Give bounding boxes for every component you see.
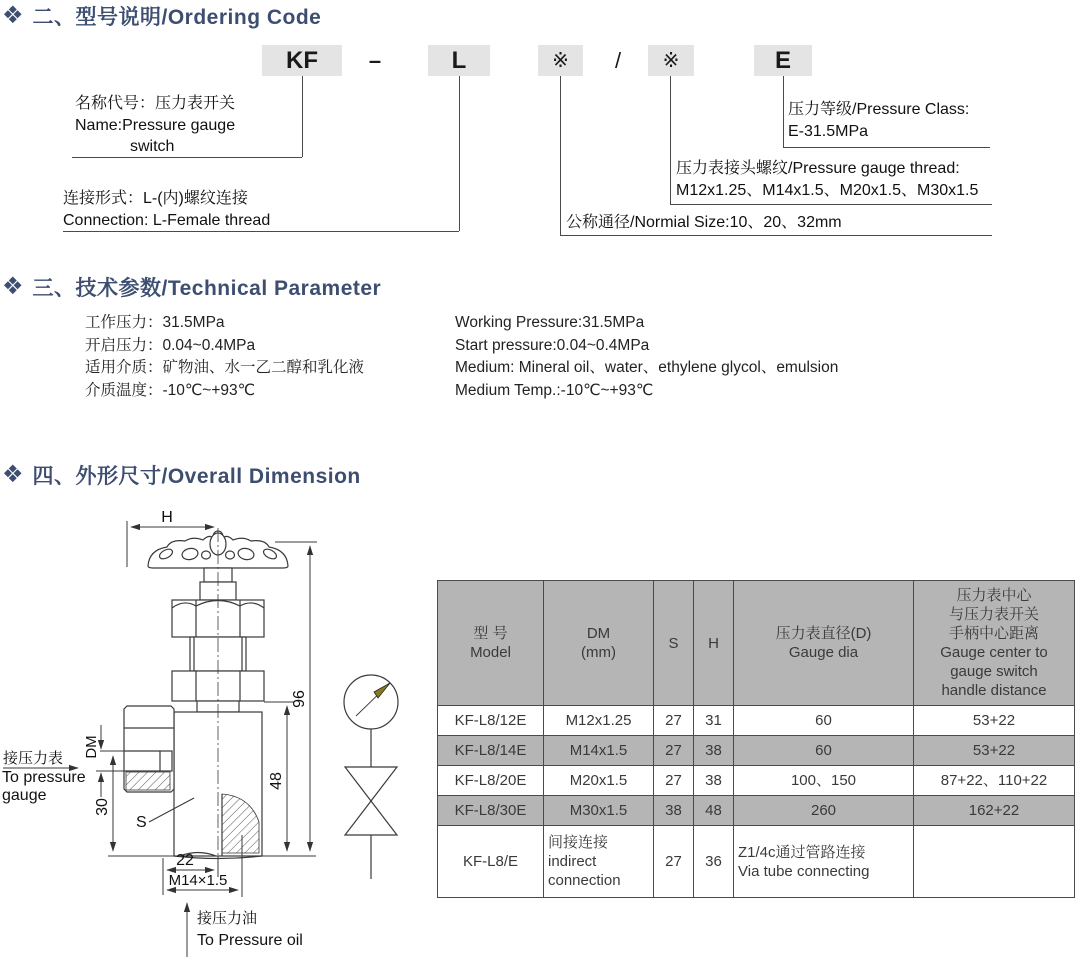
underline-connection	[63, 231, 459, 232]
gauge-needle	[374, 683, 390, 698]
dim-label-s: S	[136, 814, 147, 831]
table-cell: 53+22	[914, 736, 1075, 766]
table-cell: KF-L8/E	[438, 826, 544, 898]
dim-label-30: 30	[94, 798, 111, 816]
callout-pressure-class-val: E-31.5MPa	[788, 122, 869, 140]
callout-name-en2: switch	[130, 138, 175, 155]
underline-gauge-thread	[670, 204, 992, 205]
leader-line-thread	[670, 76, 671, 204]
table-cell: M14x1.5	[544, 736, 654, 766]
leader-line-l	[459, 76, 460, 231]
callout-nominal-size-zh: 公称通径/Normial Size:10、20、32mm	[566, 214, 842, 231]
table-cell: KF-L8/20E	[438, 766, 544, 796]
code-box-kf: KF	[262, 45, 342, 76]
dim-label-m14: M14×1.5	[168, 872, 228, 889]
code-separator-slash: /	[614, 47, 622, 73]
valve-symbol-lower	[345, 801, 397, 835]
dim-label-dm: DM	[83, 735, 100, 759]
spec-table-header-cell: DM (mm)	[544, 581, 654, 706]
callout-name-zh: 名称代号：压力表开关	[75, 95, 236, 112]
callout-connection-en: Connection: L-Female thread	[63, 211, 271, 229]
dim-label-22: 22	[176, 852, 194, 869]
table-cell	[914, 826, 1075, 898]
table-cell: 60	[734, 706, 914, 736]
table-cell: 27	[654, 826, 694, 898]
diamond-icon: ❖	[2, 2, 24, 29]
param-start-pressure-zh: 开启压力：0.04~0.4MPa	[85, 336, 256, 354]
table-row	[438, 736, 1075, 766]
callout-gauge-thread	[676, 158, 978, 201]
label-to-oil-zh: 接压力油	[197, 910, 258, 927]
callout-connection-zh: 连接形式：L-(内)螺纹连接	[63, 190, 248, 207]
spec-table	[437, 580, 1075, 898]
dim-label-48: 48	[268, 772, 285, 790]
table-cell: 48	[694, 796, 734, 826]
table-row	[438, 766, 1075, 796]
code-box-size: ※	[538, 45, 583, 76]
section-technical-header	[2, 272, 381, 302]
spec-table-header-cell: 压力表中心 与压力表开关 手柄中心距离 Gauge center to gauge switch handle distance	[914, 581, 1075, 706]
table-row	[438, 706, 1075, 736]
dim-label-h: H	[161, 509, 173, 526]
table-cell: 60	[734, 736, 914, 766]
valve-symbol-upper	[345, 767, 397, 801]
code-separator-dash: –	[368, 47, 382, 73]
table-cell: 87+22、110+22	[914, 766, 1075, 796]
table-cell: 27	[654, 706, 694, 736]
diamond-icon: ❖	[2, 461, 24, 488]
table-cell: M12x1.25	[544, 706, 654, 736]
callout-gauge-thread-val: M12x1.25、M14x1.5、M20x1.5、M30x1.5	[676, 181, 979, 199]
table-cell: 31	[694, 706, 734, 736]
table-cell: 间接连接 indirect connection	[544, 826, 654, 898]
table-cell: 27	[654, 766, 694, 796]
label-to-gauge-zh: 接压力表	[3, 750, 64, 767]
table-cell: 53+22	[914, 706, 1075, 736]
tech-params-zh	[85, 312, 364, 402]
spec-table-header-cell: S	[654, 581, 694, 706]
dim-label-96: 96	[291, 690, 308, 708]
table-cell: M20x1.5	[544, 766, 654, 796]
spec-table-header-row	[438, 581, 1075, 706]
callout-gauge-thread-zh: 压力表接头螺纹/Pressure gauge thread:	[676, 160, 960, 177]
param-working-pressure-en: Working Pressure:31.5MPa	[455, 314, 645, 331]
table-row	[438, 796, 1075, 826]
callout-connection	[63, 188, 270, 231]
valve-body-outline	[124, 531, 288, 859]
code-box-e: E	[754, 45, 812, 76]
label-to-oil-en: To Pressure oil	[197, 932, 303, 949]
code-box-thread: ※	[648, 45, 694, 76]
callout-pressure-class	[788, 99, 969, 142]
table-cell: KF-L8/14E	[438, 736, 544, 766]
valve-dimension-drawing	[0, 495, 462, 969]
table-cell: 38	[654, 796, 694, 826]
spec-table-header-cell: 型 号 Model	[438, 581, 544, 706]
table-cell: 36	[694, 826, 734, 898]
leader-line-size	[560, 76, 561, 235]
label-to-gauge-en1: To pressure	[2, 769, 86, 786]
label-to-gauge-en2: gauge	[2, 787, 47, 804]
param-working-pressure-zh: 工作压力：31.5MPa	[85, 314, 225, 331]
callout-name-en: Name:Pressure gauge	[75, 116, 236, 134]
table-cell: 27	[654, 736, 694, 766]
table-cell: M30x1.5	[544, 796, 654, 826]
callout-name	[75, 93, 235, 158]
table-cell: Z1/4c通过管路连接 Via tube connecting	[734, 826, 914, 898]
table-cell: 162+22	[914, 796, 1075, 826]
section-ordering-title: 二、型号说明/Ordering Code	[32, 6, 322, 29]
callout-nominal-size	[566, 212, 842, 234]
table-cell: KF-L8/30E	[438, 796, 544, 826]
leader-line-e	[783, 76, 784, 147]
spec-table-header-cell: 压力表直径(D) Gauge dia	[734, 581, 914, 706]
underline-pressure-class	[783, 147, 990, 148]
table-cell: 100、150	[734, 766, 914, 796]
param-medium-en: Medium: Mineral oil、water、ethylene glycol、emulsion	[455, 359, 839, 376]
gauge-valve-schematic	[344, 675, 398, 879]
section-technical-title: 三、技术参数/Technical Parameter	[32, 277, 382, 300]
table-row	[438, 826, 1075, 898]
tech-params-en	[455, 312, 838, 402]
param-medium-temp-en: Medium Temp.:-10℃~+93℃	[455, 381, 654, 399]
table-cell: 38	[694, 736, 734, 766]
callout-pressure-class-zh: 压力等级/Pressure Class:	[788, 101, 970, 118]
underline-nominal-size	[560, 235, 992, 236]
leader-line-kf	[302, 76, 303, 157]
diamond-icon: ❖	[2, 273, 24, 300]
table-cell: 38	[694, 766, 734, 796]
spec-table-header-cell: H	[694, 581, 734, 706]
table-cell: 260	[734, 796, 914, 826]
table-cell: KF-L8/12E	[438, 706, 544, 736]
param-start-pressure-en: Start pressure:0.04~0.4MPa	[455, 336, 650, 354]
section-dimension-header	[2, 460, 361, 490]
param-medium-temp-zh: 介质温度：-10℃~+93℃	[85, 381, 256, 399]
code-box-l: L	[428, 45, 490, 76]
param-medium-zh: 适用介质：矿物油、水一乙二醇和乳化液	[85, 359, 365, 376]
section-dimension-title: 四、外形尺寸/Overall Dimension	[32, 465, 361, 488]
section-ordering-header	[2, 1, 321, 31]
spec-table-body	[438, 706, 1075, 898]
